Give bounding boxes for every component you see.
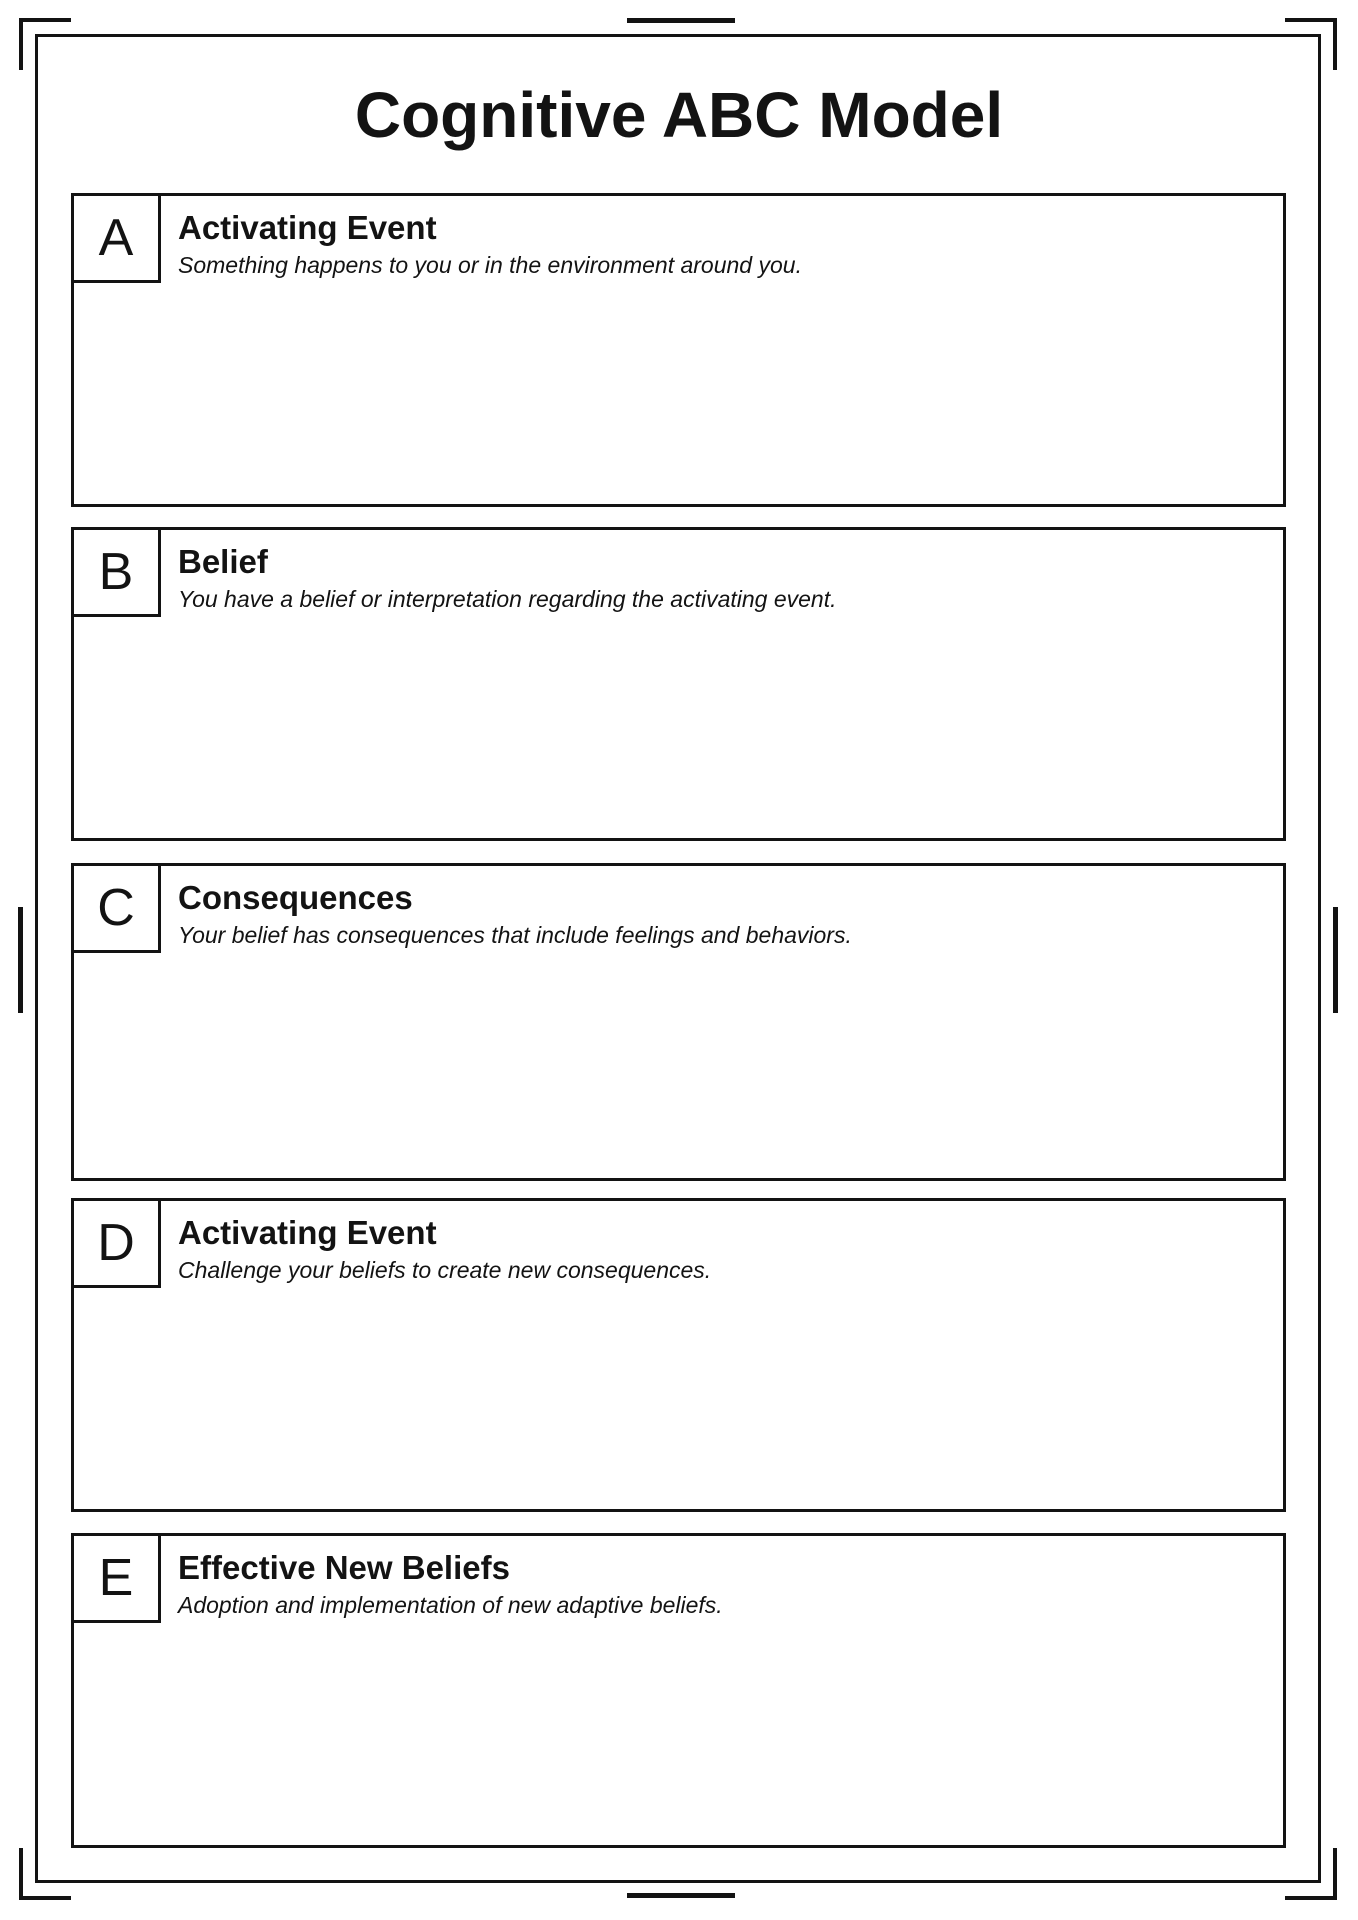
edge-mark-middle-left [18,907,23,1013]
section-title: Effective New Beliefs [178,1549,510,1586]
writing-area [74,1297,1283,1509]
section-title: Belief [178,543,268,580]
section-letter-badge: B [71,527,161,617]
section-header [178,542,1267,614]
section-b [71,527,1286,841]
section-description: Something happens to you or in the environment around you. [178,251,802,278]
section-letter-badge: C [71,863,161,953]
section-e [71,1533,1286,1848]
section-description: Challenge your beliefs to create new consequences. [178,1256,712,1283]
section-description: Your belief has consequences that include feelings and behaviors. [178,921,852,948]
section-description: You have a belief or interpretation regarding the activating event. [178,585,837,612]
section-c [71,863,1286,1181]
writing-area [74,292,1283,504]
section-title: Activating Event [178,209,437,246]
edge-mark-middle-right [1333,907,1338,1013]
writing-area [74,626,1283,838]
section-letter-badge: E [71,1533,161,1623]
edge-mark-bottom-center [627,1893,735,1898]
section-description: Adoption and implementation of new adaptive beliefs. [178,1591,723,1618]
edge-mark-top-center [627,18,735,23]
section-header [178,1548,1267,1620]
section-title: Consequences [178,879,413,916]
section-d [71,1198,1286,1512]
section-letter-badge: D [71,1198,161,1288]
section-header [178,208,1267,280]
section-a [71,193,1286,507]
section-letter-badge: A [71,193,161,283]
page-title: Cognitive ABC Model [354,79,1004,151]
writing-area [74,1632,1283,1845]
section-header [178,878,1267,950]
section-header [178,1213,1267,1285]
section-title: Activating Event [178,1214,437,1251]
writing-area [74,962,1283,1178]
